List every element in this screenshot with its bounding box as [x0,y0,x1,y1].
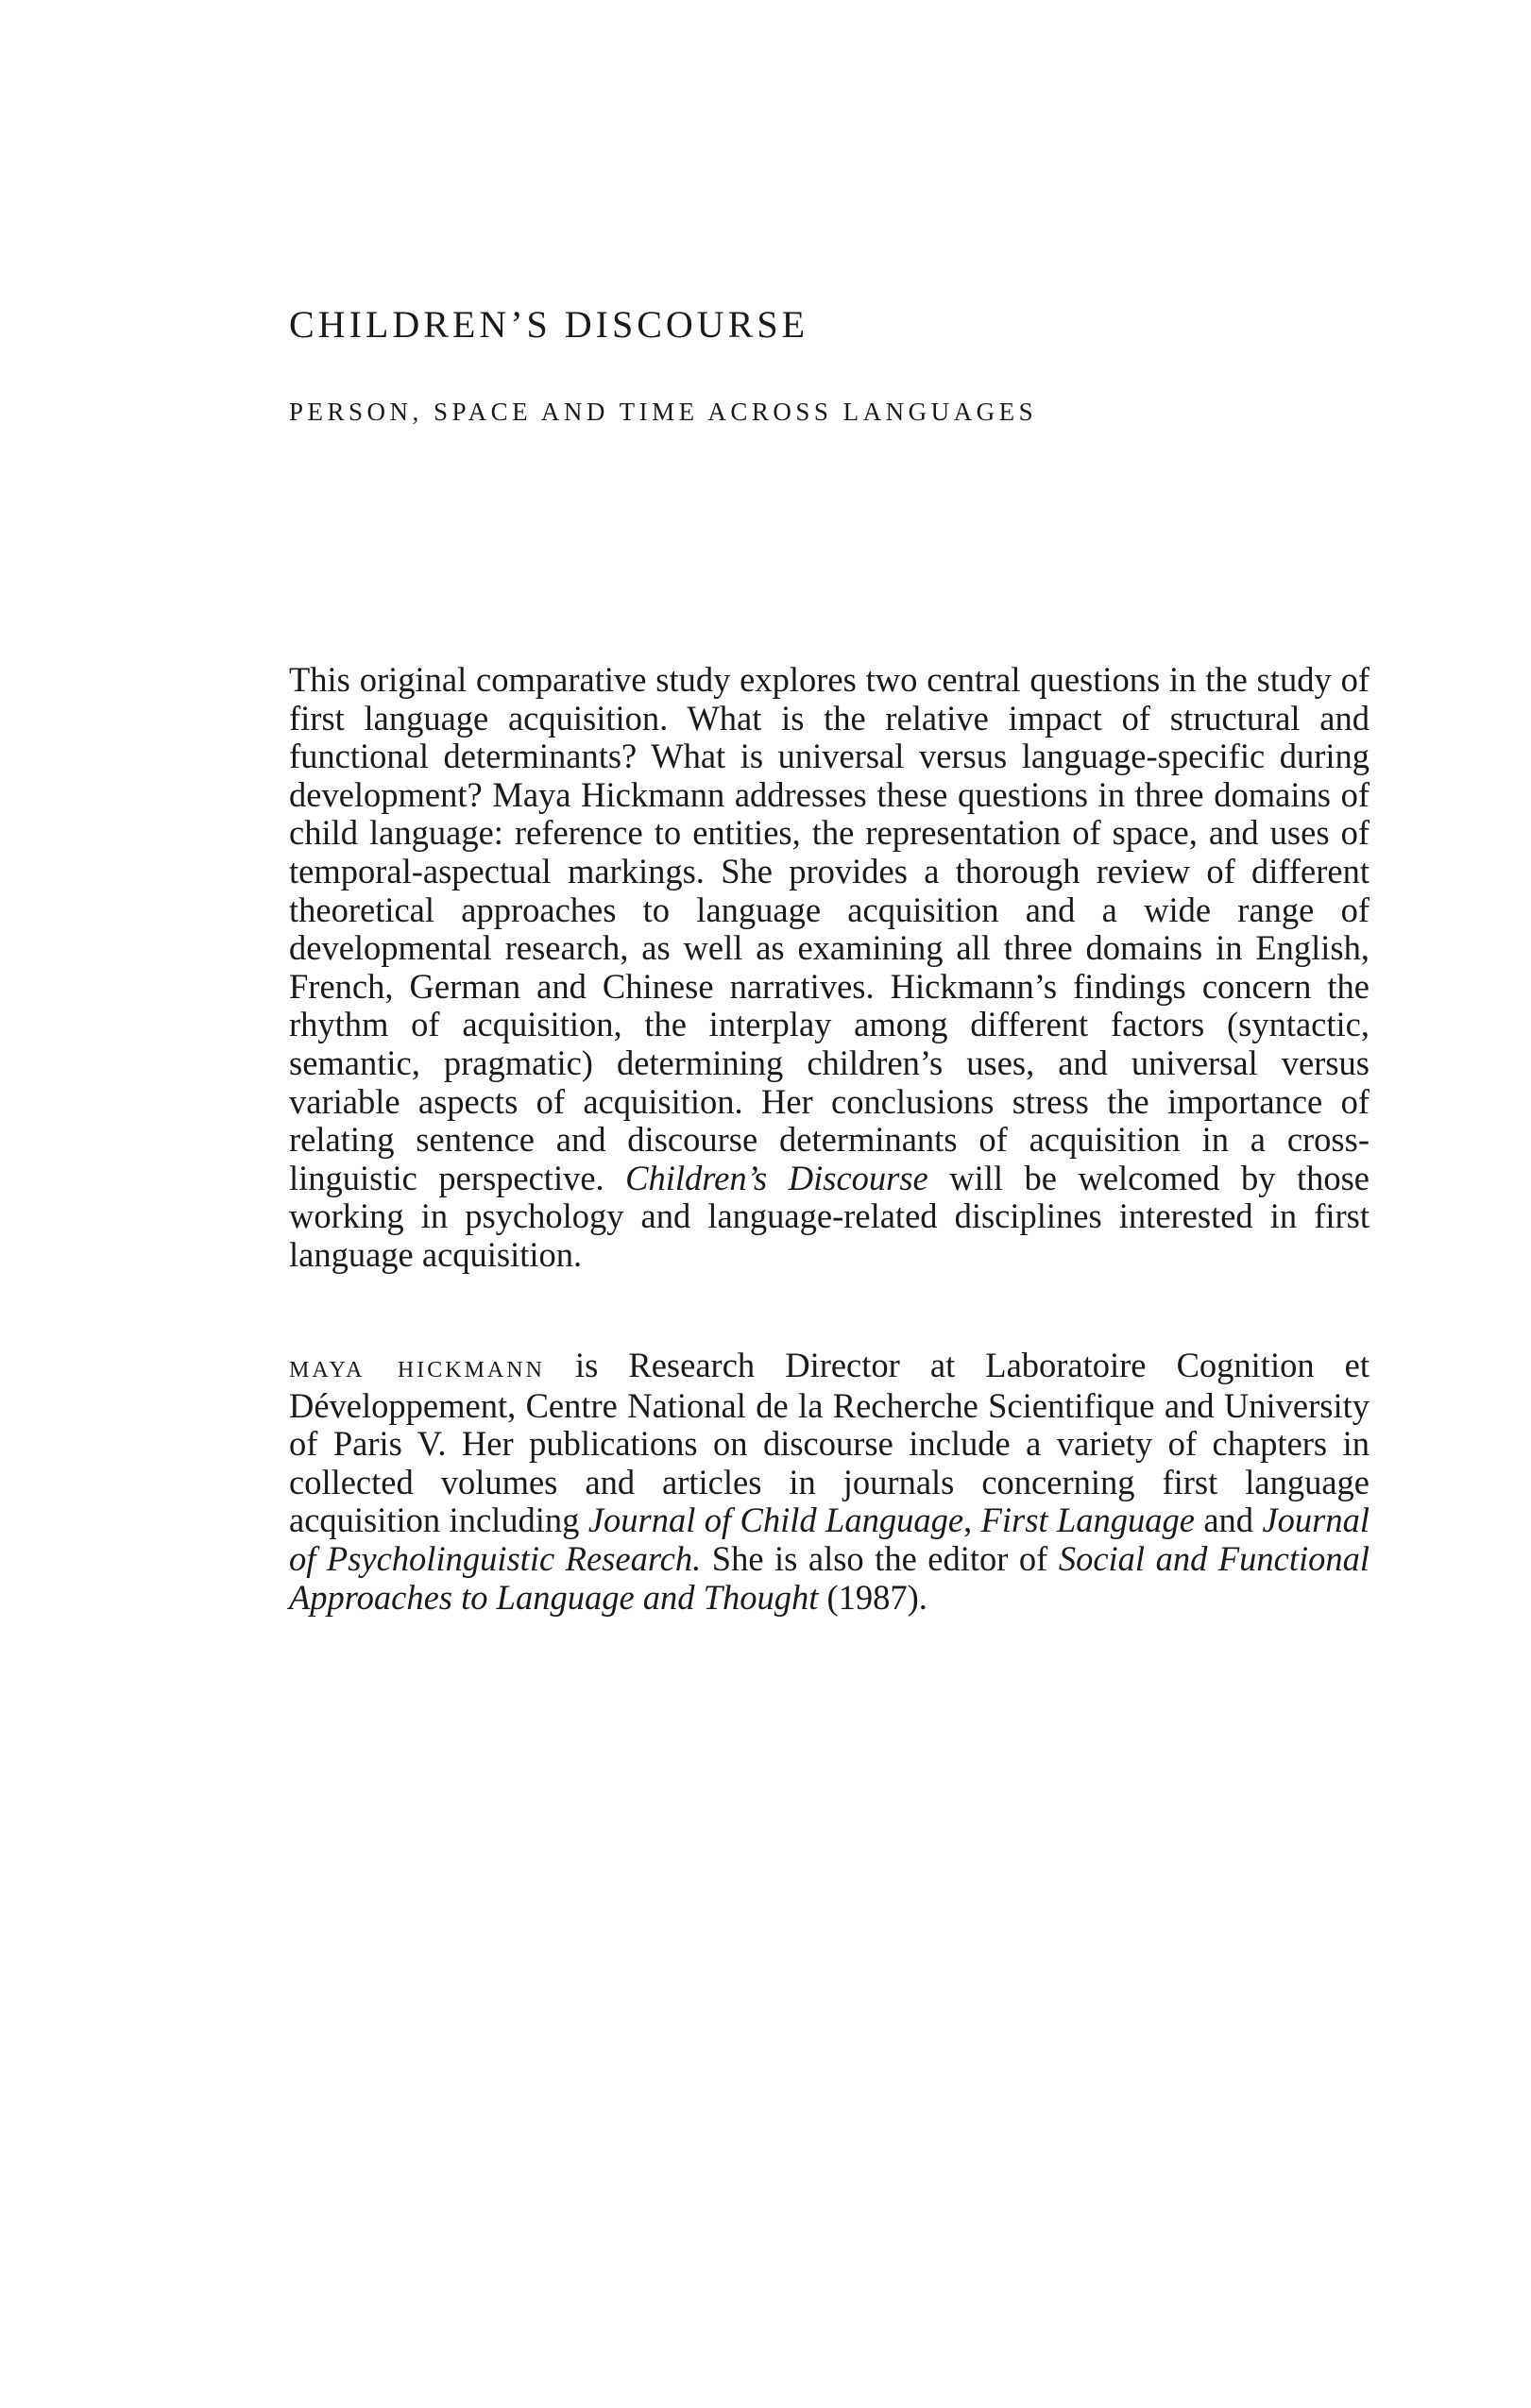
description-text: This original comparative study explores two central questions in the study of first language acquisition. What is the relative impact of structural and functional determinants? What is universal versus language-specific during development? Maya Hickmann addresses these questions in three domains of child language: reference to entities, the representation of space, and uses of temporal-aspectual markings. She provides a thorough review of different theoretical approaches to language acquisition and a wide range of developmental research, as well as examining all three domains in English, French, German and Chinese narratives. Hickmann’s findings concern the rhythm of acquisition, the interplay among different factors (syntactic, semantic, pragmatic) determining children’s uses, and universal versus variable aspects of acquisition. Her conclusions stress the importance of relating sentence and discourse determinants of acquisition in a cross-linguistic perspective. [289,660,1369,1197]
bio-journal-3: Journal of Psycholinguistic Research. [289,1501,1369,1578]
description-closing: will be welcomed by those working in psychology and language-related disciplines interested in first language acquisition. [289,1158,1369,1274]
description-book-title: Children’s Discourse [625,1158,928,1197]
author-name: maya hickmann [289,1349,545,1384]
bio-sep-2: and [1203,1501,1254,1540]
book-description [289,661,1369,1275]
bio-text-2: She is also the editor of [711,1538,1048,1578]
bio-edited-book: Social and Functional Approaches to Language and Thought [289,1538,1370,1617]
book-title: CHILDREN’S DISCOURSE [289,303,809,346]
book-subtitle: PERSON, SPACE AND TIME ACROSS LANGUAGES [289,398,1038,426]
bio-journal-2: First Language [980,1501,1195,1540]
author-bio [289,1347,1369,1617]
bio-text-1: is Research Director at Laboratoire Cognition et Développement, Centre National de la Recherche Scientifique and University of Paris V. Her publications on discourse include a variety of chapters in collected volumes and articles in journals concerning first language acquisition including [289,1346,1369,1540]
bio-journal-1: Journal of Child Language [587,1501,964,1540]
bio-year: (1987). [826,1577,927,1617]
bio-sep-1: , [963,1501,973,1540]
